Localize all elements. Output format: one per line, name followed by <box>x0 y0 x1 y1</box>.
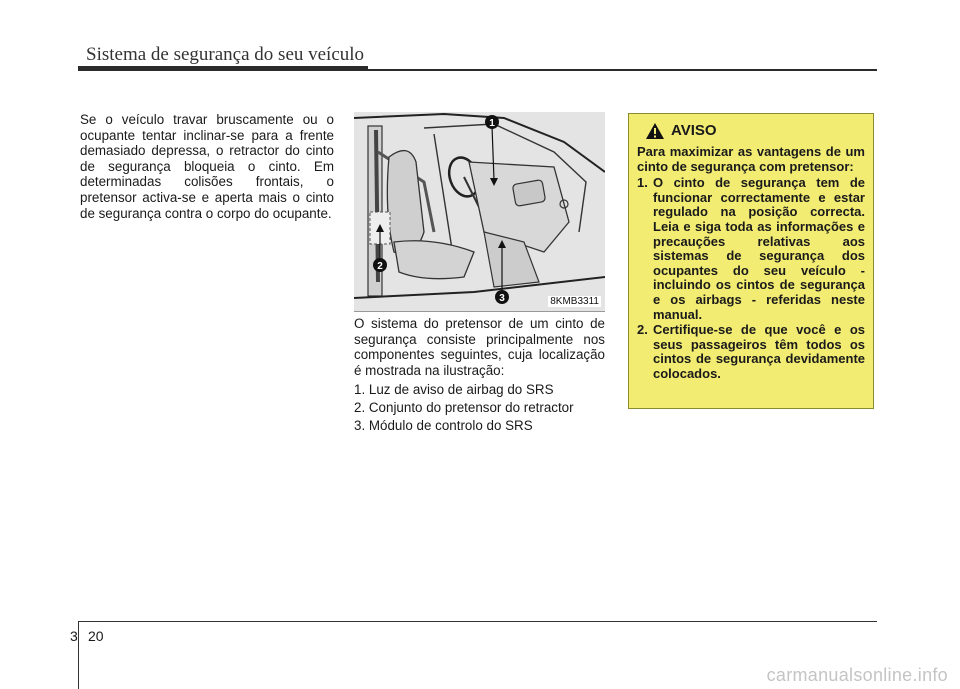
component-list-item: 2. Conjunto do pretensor do retractor <box>354 399 574 415</box>
page-number: 20 <box>88 628 104 644</box>
warning-item-number: 1. <box>637 175 648 191</box>
warning-list-item <box>637 176 865 322</box>
warning-title: AVISO <box>671 121 717 139</box>
page-header-title: Sistema de segurança do seu veículo <box>86 44 365 65</box>
footer-rule <box>78 621 877 622</box>
warning-list-item <box>637 323 865 381</box>
middle-column-paragraph: O sistema do pretensor de um cinto de segurança consiste principalmente nos componentes seguintes, cuja localização é mostrada na ilustração: <box>354 316 605 378</box>
callout-1-label: 1 <box>489 118 495 129</box>
component-list-item: 3. Módulo de controlo do SRS <box>354 417 533 433</box>
warning-header <box>645 122 865 140</box>
warning-triangle-icon <box>645 122 665 140</box>
middle-column <box>354 316 605 435</box>
seatbelt-pretensor-illustration <box>354 112 605 312</box>
component-list-item: 1. Luz de aviso de airbag do SRS <box>354 382 554 398</box>
car-interior-drawing <box>354 112 605 311</box>
warning-item-text: O cinto de segurança tem de funcionar correctamente e estar regulado na posição correcta. Leia e siga toda as informações e precauções relativas aos sistemas de segurança dos ocupantes do seu veículo - incluindo os cintos de segurança e os airbags - referidas neste manual. <box>653 175 865 322</box>
warning-item-number: 2. <box>637 322 648 338</box>
callout-3-label: 3 <box>499 293 505 304</box>
header-rule-thin <box>368 69 877 71</box>
figure-code: 8KMB3311 <box>550 296 599 307</box>
left-column-paragraph: Se o veículo travar bruscamente ou o ocupante tentar inclinar-se para a frente demasiado depressa, o retractor do cinto de segurança bloqueia o cinto. Em determinadas colisões frontais, o pretensor activa-se e aperta mais o cinto de segurança contra o corpo do ocupante. <box>80 112 334 221</box>
footer-rule-vertical <box>78 621 79 689</box>
warning-box <box>628 113 874 409</box>
callout-2-label: 2 <box>377 261 383 272</box>
header-rule-thick <box>78 66 368 71</box>
warning-intro: Para maximizar as vantagens de um cinto de segurança com pretensor: <box>637 144 865 174</box>
chapter-number: 3 <box>70 628 78 644</box>
warning-item-text: Certifique-se de que você e os seus passageiros têm todos os cintos de segurança devidamente colocados. <box>653 322 865 381</box>
watermark: carmanualsonline.info <box>766 665 948 685</box>
